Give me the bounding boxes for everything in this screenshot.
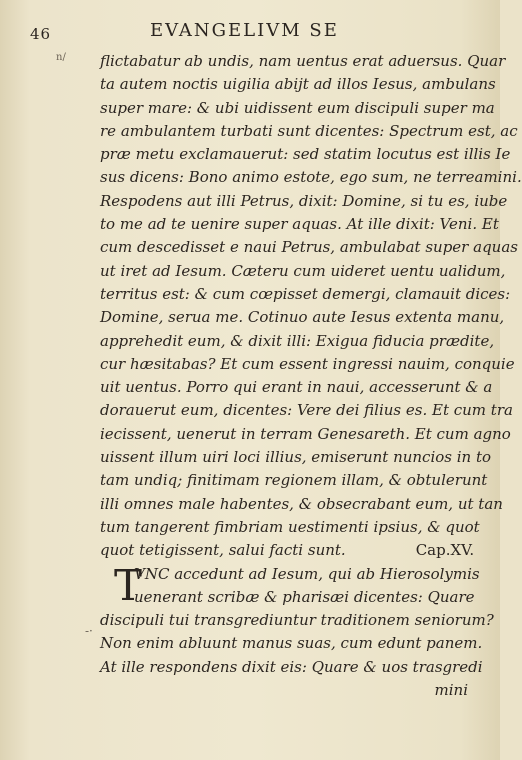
chapter-text-line: Non enim abluunt manus suas, cum edunt panem. <box>100 634 483 653</box>
chapter-opening <box>100 560 494 703</box>
text-line: Domine, serua me. Cotinuo aute Iesus extenta manu, <box>100 308 505 327</box>
text-line: Respodens aut illi Petrus, dixit: Domine, si tu es, iube <box>100 191 508 210</box>
catchword: mini <box>434 681 468 700</box>
text-line: tum tangerent fimbriam uestimenti ipsius, & quot <box>100 517 480 536</box>
margin-mark: n/ <box>56 52 66 63</box>
page-number: 46 <box>30 25 52 43</box>
chapter-text-line: uenerant scribæ & pharisæi dicentes: Quare <box>134 587 475 606</box>
running-head: EVANGELIVM SE <box>150 20 339 41</box>
text-line: super mare: & ubi uidissent eum discipuli super ma <box>100 98 495 117</box>
text-line: territus est: & cum cœpisset demergi, clamauit dices: <box>100 284 511 303</box>
text-line: cur hæsitabas? Et cum essent ingressi nauim, conquie <box>100 354 515 373</box>
chapter-label: Cap.XV. <box>415 541 475 560</box>
text-line: tam undiq; finitimam regionem illam, & obtulerunt <box>100 471 488 490</box>
text-line: sus dicens: Bono animo estote, ego sum, ne terreamini. <box>100 168 522 187</box>
body-text <box>100 50 522 702</box>
text-line: quot tetigissent, salui facti sunt. <box>100 541 346 560</box>
chapter-heading-line <box>100 539 475 562</box>
chapter-text-line: At ille respondens dixit eis: Quare & uos trasgredi <box>100 657 483 676</box>
text-line: iecissent, uenerut in terram Genesareth. Et cum agno <box>100 424 511 443</box>
text-line: dorauerut eum, dicentes: Vere dei filius es. Et cum tra <box>100 401 513 420</box>
chapter-text-line: discipuli tui transgrediuntur traditionem seniorum? <box>100 611 494 630</box>
text-line: flictabatur ab undis, nam uentus erat aduersus. Quar <box>100 52 506 70</box>
text-line: to me ad te uenire super aquas. At ille dixit: Veni. Et <box>100 215 499 234</box>
chapter-text-line: VNC accedunt ad Iesum, qui ab Hierosolymis <box>134 564 480 583</box>
text-line: uit uentus. Porro qui erant in naui, accesserunt & a <box>100 378 493 397</box>
text-line: re ambulantem turbati sunt dicentes: Spectrum est, ac <box>100 121 518 140</box>
text-line: illi omnes male habentes, & obsecrabant eum, ut tan <box>100 494 503 513</box>
drop-cap: T <box>114 560 143 610</box>
text-line: cum descedisset e naui Petrus, ambulabat super aquas <box>100 238 518 257</box>
text-line: uissent illum uiri loci illius, emiserunt nuncios in to <box>100 448 492 467</box>
text-line: apprehedit eum, & dixit illi: Exigua fiducia prædite, <box>100 331 495 350</box>
text-line: ta autem noctis uigilia abijt ad illos Iesus, ambulans <box>100 75 496 94</box>
text-line: præ metu exclamauerut: sed statim locutus est illis Ie <box>100 145 511 164</box>
text-line: ut iret ad Iesum. Cæteru cum uideret uentu ualidum, <box>100 261 506 280</box>
stray-ink-mark: -· <box>85 624 93 638</box>
